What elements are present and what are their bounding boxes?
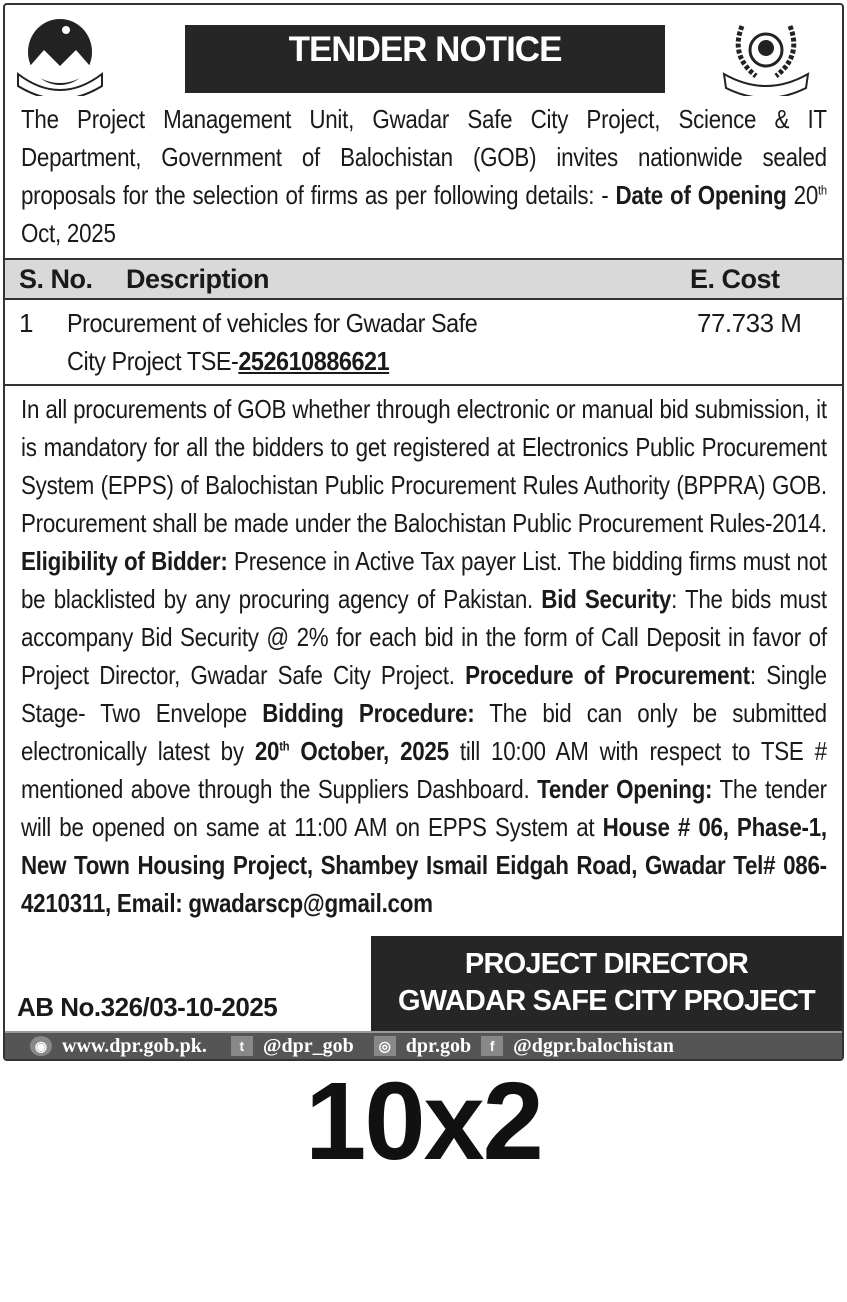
opening-date-suffix: th — [818, 182, 827, 198]
intro-paragraph — [21, 100, 827, 252]
balochistan-emblem-logo — [14, 16, 106, 96]
deadline-month: October, 2025 — [289, 736, 449, 766]
text: : The bids must accompany Bid Security @ 2% for each bid in the form of Call Deposit in favor of Project Director, Gwadar Safe City Project. — [21, 584, 827, 690]
terms-paragraph — [21, 390, 827, 922]
facebook-icon: f — [481, 1036, 503, 1056]
date-of-opening-label: Date of Opening — [615, 180, 787, 210]
instagram-icon: ◎ — [374, 1036, 396, 1056]
procedure-heading: Procedure of Procurement — [465, 660, 750, 690]
signatory-title: PROJECT DIRECTOR — [464, 948, 749, 980]
deadline-suffix: th — [279, 738, 290, 754]
col-sno: S. No. — [19, 264, 93, 294]
twitter-handle[interactable]: @dpr_gob — [262, 1035, 354, 1057]
table-row — [5, 304, 842, 386]
signatory-org: GWADAR SAFE CITY PROJECT — [398, 985, 815, 1017]
row-description-line1: Procurement of vehicles for Gwadar Safe — [67, 308, 478, 338]
bid-security-heading: Bid Security — [541, 584, 672, 614]
address-contact: House # 06, Phase-1, New Town Housing Project, Shambey Ismail Eidgah Road, Gwadar Tel# 086-4210311, Email: gwadarscp@gmail.com — [21, 812, 827, 918]
row-description-line2: City Project TSE- — [67, 346, 239, 376]
text: The tender will be opened on same at 11:00 AM on EPPS System at — [21, 774, 827, 842]
row-sno: 1 — [19, 308, 33, 338]
globe-icon: ◉ — [30, 1036, 52, 1056]
tender-notice-title: TENDER NOTICE — [185, 25, 665, 93]
col-cost: E. Cost — [690, 264, 780, 294]
ab-number: AB No.326/03-10-2025 — [17, 992, 278, 1022]
bidding-procedure-heading: Bidding Procedure: — [262, 698, 475, 728]
col-description: Description — [126, 264, 270, 294]
signatory-box — [371, 936, 842, 1031]
text: Presence in Active Tax payer List. The bidding firms must not be blacklisted by any procuring agency of Pakistan. — [21, 546, 827, 614]
intro-text: The Project Management Unit, Gwadar Safe City Project, Science & IT Department, Government of Balochistan (GOB) invites nationwide sealed proposals for the selection of firms as per following details: - — [21, 104, 827, 210]
website-link[interactable]: www.dpr.gob.pk. — [62, 1035, 207, 1057]
header — [5, 5, 842, 100]
signature-area — [5, 936, 842, 1031]
text: The bid can only be submitted electronically latest by — [21, 698, 827, 766]
deadline-day: 20 — [254, 736, 280, 766]
text: till 10:00 AM with respect to TSE # mentioned above through the Suppliers Dashboard. — [21, 736, 827, 804]
instagram-handle[interactable]: dpr.gob — [405, 1035, 472, 1057]
opening-date-rest: Oct, 2025 — [21, 218, 116, 248]
notice-frame — [3, 3, 844, 1061]
tse-number: 252610886621 — [238, 346, 390, 376]
eligibility-heading: Eligibility of Bidder: — [21, 546, 228, 576]
text: : Single Stage- Two Envelope — [21, 660, 827, 728]
ad-size: 10x2 — [305, 1060, 542, 1183]
row-cost: 77.733 M — [697, 308, 802, 338]
twitter-icon: t — [231, 1036, 253, 1056]
opening-date-day: 20 — [786, 180, 819, 210]
tender-opening-heading: Tender Opening: — [537, 774, 713, 804]
text: In all procurements of GOB whether through electronic or manual bid submission, it is mandatory for all the bidders to get registered at Electronics Public Procurement System (EPPS) of Balochistan Public Procurement Rules Authority (BPPRA) GOB. Procurement shall be made under the Balochistan Public Procurement Rules-2014. — [21, 394, 827, 538]
dgpr-emblem-logo — [720, 16, 812, 96]
footer-bar — [5, 1031, 842, 1059]
facebook-handle[interactable]: @dgpr.balochistan — [513, 1035, 674, 1057]
table-header — [5, 258, 842, 300]
